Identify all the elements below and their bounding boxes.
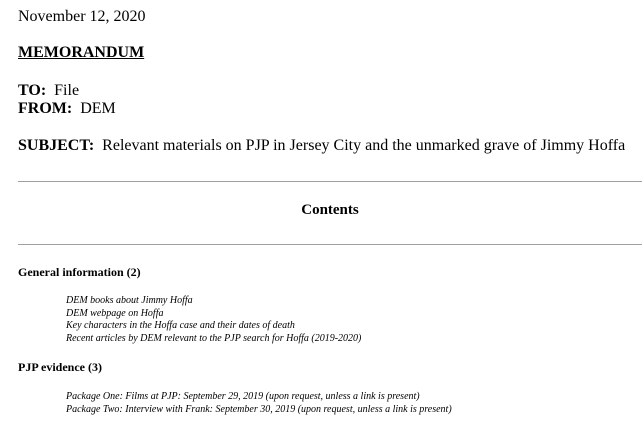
to-value: File (54, 82, 80, 99)
memo-title: MEMORANDUM (18, 44, 145, 61)
list-item: Package One: Films at PJP: September 29, 2019 (upon request, unless a link is present) (66, 391, 420, 402)
pjp-evidence-list (66, 391, 452, 416)
from-label: FROM: (18, 100, 73, 117)
section-heading-general-information: General information (2) (18, 265, 141, 279)
subject-label: SUBJECT: (18, 137, 95, 154)
subject-value: Relevant materials on PJP in Jersey City and the unmarked grave of Jimmy Hoffa (102, 137, 626, 154)
divider-top (18, 181, 642, 182)
memo-from-line (18, 100, 116, 118)
list-item: Package Two: Interview with Frank: September 30, 2019 (upon request, unless a link is present) (66, 403, 452, 415)
from-value: DEM (80, 100, 116, 117)
list-item: Key characters in the Hoffa case and their dates of death (66, 320, 295, 332)
to-label: TO: (18, 82, 47, 99)
list-item: DEM webpage on Hoffa (66, 307, 164, 319)
memo-date: November 12, 2020 (18, 8, 146, 25)
section-heading-pjp-evidence: PJP evidence (3) (18, 360, 102, 374)
general-information-list (66, 295, 361, 345)
divider-bottom (18, 244, 642, 245)
list-item: DEM books about Jimmy Hoffa (66, 295, 193, 306)
contents-heading: Contents (301, 202, 359, 218)
memo-to-line (18, 82, 79, 100)
memo-subject-line (18, 137, 625, 155)
list-item: Recent articles by DEM relevant to the PJP search for Hoffa (2019-2020) (66, 332, 362, 344)
